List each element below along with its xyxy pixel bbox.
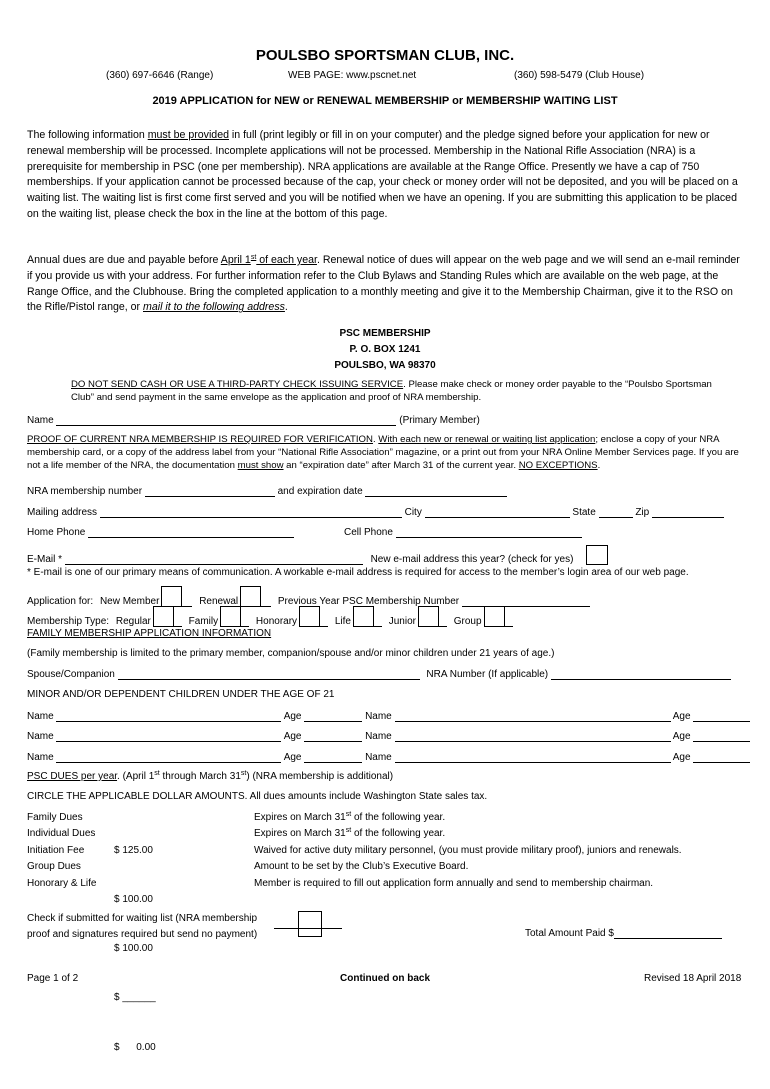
home-phone-row [27, 526, 294, 538]
mailing-address-row [27, 506, 724, 518]
child-name-label: Name [365, 752, 392, 763]
junior-label: Junior [388, 616, 416, 627]
circle-instruction: CIRCLE THE APPLICABLE DOLLAR AMOUNTS. All dues amounts include Washington State sales tax. [27, 791, 488, 802]
city-field[interactable] [425, 506, 570, 518]
child-name-field[interactable] [395, 730, 671, 742]
child-age-field[interactable] [304, 730, 362, 742]
child-row [27, 751, 750, 763]
family-heading: FAMILY MEMBERSHIP APPLICATION INFORMATION [27, 628, 272, 639]
dues-type: Group Dues [27, 861, 81, 873]
child-name-label: Name [27, 731, 54, 742]
mailing-label: Mailing address [27, 507, 98, 518]
minors-heading: MINOR AND/OR DEPENDENT CHILDREN UNDER THE AGE OF 21 [27, 689, 335, 700]
name-label: Name [27, 415, 54, 426]
nra-number-field[interactable] [145, 485, 275, 497]
child-name-field[interactable] [395, 710, 671, 722]
life-checkbox[interactable] [353, 606, 374, 627]
child-name-field[interactable] [56, 710, 281, 722]
dues-amount[interactable]: $ 100.00 [114, 894, 153, 906]
dues-description: Expires on March 31st of the following year. [254, 827, 446, 840]
dues-type: Family Dues [27, 812, 83, 823]
address-line-2: P. O. BOX 1241 [349, 344, 421, 355]
state-field[interactable] [599, 506, 633, 518]
total-paid-field[interactable] [614, 927, 722, 939]
zip-label: Zip [635, 507, 650, 518]
nra-number-label: NRA membership number [27, 486, 143, 497]
primary-member-label: (Primary Member) [399, 415, 480, 426]
spouse-label: Spouse/Companion [27, 669, 115, 680]
city-label: City [404, 507, 422, 518]
waiting-list-line-1: Check if submitted for waiting list (NRA membership [27, 913, 258, 924]
membership-type-label: Membership Type: [27, 616, 110, 627]
dues-amount[interactable]: $ ______ [114, 992, 156, 1004]
regular-label: Regular [115, 616, 151, 627]
expiration-field[interactable] [365, 485, 507, 497]
child-age-label: Age [672, 731, 691, 742]
child-age-label: Age [283, 711, 302, 722]
dues-type: Honorary & Life [27, 877, 97, 889]
cell-phone-row [344, 526, 582, 538]
honorary-label: Honorary [255, 616, 298, 627]
group-label: Group [453, 616, 482, 627]
address-line-3: POULSBO, WA 98370 [334, 360, 436, 371]
mailing-address-block [0, 326, 770, 374]
previous-year-label: Previous Year PSC Membership Number [277, 596, 460, 607]
nra-proof-note: PROOF OF CURRENT NRA MEMBERSHIP IS REQUIRED FOR VERIFICATION. With each new or renewal or waiting list application; enclose a copy of your NRA membership card, or a copy of the address label from your “National Rifle Association” magazine, or a print out from your NRA Online Member Services page. If you are not a life member of the NRA, the documentation must show an “expiration date” after March 31 of the current year. NO EXCEPTIONS. [27, 434, 739, 471]
child-age-label: Age [283, 752, 302, 763]
child-name-label: Name [365, 731, 392, 742]
cell-phone-label: Cell Phone [344, 527, 393, 538]
dues-heading: PSC DUES per year. (April 1st through March 31st) (NRA membership is additional) [27, 770, 394, 782]
life-label: Life [334, 616, 351, 627]
page-number: Page 1 of 2 [27, 973, 79, 984]
waiting-list-line-2: proof and signatures required but send no payment) [27, 929, 258, 940]
dues-description-column [254, 810, 682, 892]
mailing-field[interactable] [100, 506, 402, 518]
dues-amount-column [114, 810, 156, 1089]
new-member-checkbox[interactable] [161, 586, 182, 607]
intro-paragraph: The following information must be provided in full (print legibly or fill in on your computer) and the pledge signed before your application for new or renewal membership will be processed. Incomplete applications will not be processed. Membership in the National Rifle Association (NRA) is a prerequisite for membership in PSC (one per membership). NRA applications are available at the Range Office. Presently we have a cap of 750 memberships. If your application cannot be processed because of the cap, your check or money order will not be deposited, and you will be placed on a waiting list. The waiting list is first come first served and you will be notified when we have an opening. If you are submitting this application to be placed on the waiting list, please check the box in the line at the bottom of this page. [27, 129, 738, 220]
nra-number-row [27, 485, 507, 497]
email-label: E-Mail * [27, 554, 63, 565]
dues-paragraph: Annual dues are due and payable before April 1st of each year. Renewal notice of dues will appear on the web page and we will send an e-mail reminder if you provide us with your address. For further information refer to the Club Bylaws and Standing Rules which are available on the web page, at the Range Office, and the Clubhouse. Bring the completed application to a monthly meeting and give it to the Membership Chairman, give it to the RSO on the Rifle/Pistol range, or mail it to the following address. [27, 254, 740, 314]
child-age-field[interactable] [693, 710, 750, 722]
cell-phone-field[interactable] [396, 526, 582, 538]
dues-type: Individual Dues [27, 828, 96, 840]
form-subtitle: 2019 APPLICATION for NEW or RENEWAL MEMBERSHIP or MEMBERSHIP WAITING LIST [152, 95, 618, 107]
primary-name-field[interactable] [56, 414, 396, 426]
membership-type-row [27, 606, 513, 627]
address-line-1: PSC MEMBERSHIP [339, 328, 431, 339]
club-title: POULSBO SPORTSMAN CLUB, INC. [255, 47, 515, 64]
clubhouse-phone: (360) 598-5479 (Club House) [514, 70, 645, 81]
waiting-list-checkbox[interactable] [298, 911, 322, 937]
application-for-label: Application for: [27, 596, 94, 607]
new-member-label: New Member [99, 596, 160, 607]
regular-checkbox[interactable] [153, 606, 174, 627]
email-row [27, 545, 608, 565]
dues-description: Amount to be set by the Club’s Executive Board. [254, 861, 469, 873]
web-page: WEB PAGE: www.pscnet.net [288, 70, 417, 81]
state-label: State [572, 507, 596, 518]
new-email-label: New e-mail address this year? (check for yes) [370, 554, 574, 565]
expiration-label: and expiration date [277, 486, 363, 497]
child-row [27, 710, 750, 722]
dues-type: Initiation Fee [27, 844, 85, 856]
email-field[interactable] [65, 553, 363, 565]
honorary-checkbox[interactable] [299, 606, 320, 627]
spouse-nra-field[interactable] [551, 668, 731, 680]
dues-description: Waived for active duty military personnel, (you must provide military proof), juniors and renewals. [254, 844, 682, 856]
child-age-field[interactable] [693, 751, 750, 763]
child-age-label: Age [283, 731, 302, 742]
family-checkbox[interactable] [220, 606, 241, 627]
child-name-label: Name [27, 752, 54, 763]
child-age-label: Age [672, 752, 691, 763]
dues-description: Expires on March 31st of the following year. [254, 811, 446, 823]
application-for-row [27, 586, 590, 607]
child-name-label: Name [27, 711, 54, 722]
home-phone-field[interactable] [88, 526, 294, 538]
child-name-field[interactable] [395, 751, 671, 763]
child-age-field[interactable] [304, 710, 362, 722]
group-checkbox[interactable] [484, 606, 505, 627]
dues-amount[interactable]: $ 0.00 [114, 1041, 156, 1053]
renewal-label: Renewal [199, 596, 239, 607]
zip-field[interactable] [652, 506, 724, 518]
family-label: Family [188, 616, 219, 627]
revision-date: Revised 18 April 2018 [644, 973, 742, 984]
child-age-label: Age [672, 711, 691, 722]
total-paid-label: Total Amount Paid $ [525, 928, 614, 939]
home-phone-label: Home Phone [27, 527, 86, 538]
new-email-checkbox[interactable] [586, 545, 608, 565]
primary-name-row [27, 414, 480, 426]
spouse-nra-label: NRA Number (If applicable) [426, 669, 549, 680]
dues-description: Member is required to fill out application form annually and send to membership chairman. [254, 877, 654, 889]
waiting-list-label [27, 911, 257, 943]
child-age-field[interactable] [693, 730, 750, 742]
range-phone: (360) 697-6646 (Range) [106, 70, 214, 81]
child-row [27, 730, 750, 742]
family-note: (Family membership is limited to the primary member, companion/spouse and/or minor children under 21 years of age.) [27, 648, 555, 659]
dues-amount[interactable]: $ 100.00 [114, 943, 153, 955]
spouse-row [27, 668, 731, 680]
child-name-label: Name [365, 711, 392, 722]
email-note: * E-mail is one of our primary means of communication. A workable e-mail address is required for access to the member’s login area of our web page. [27, 567, 689, 578]
continued-note: Continued on back [340, 973, 430, 984]
dues-amount[interactable]: $ 125.00 [114, 844, 153, 856]
payment-note: DO NOT SEND CASH OR USE A THIRD-PARTY CHECK ISSUING SERVICE. Please make check or money order payable to the “Poulsbo Sportsman Club” and send payment in the same envelope as the application and proof of NRA membership. [71, 379, 712, 403]
junior-checkbox[interactable] [418, 606, 439, 627]
child-age-field[interactable] [304, 751, 362, 763]
total-paid-row [525, 927, 722, 939]
dues-type-column [27, 810, 96, 892]
child-name-field[interactable] [56, 751, 281, 763]
spouse-field[interactable] [118, 668, 420, 680]
child-name-field[interactable] [56, 730, 281, 742]
renewal-checkbox[interactable] [240, 586, 261, 607]
